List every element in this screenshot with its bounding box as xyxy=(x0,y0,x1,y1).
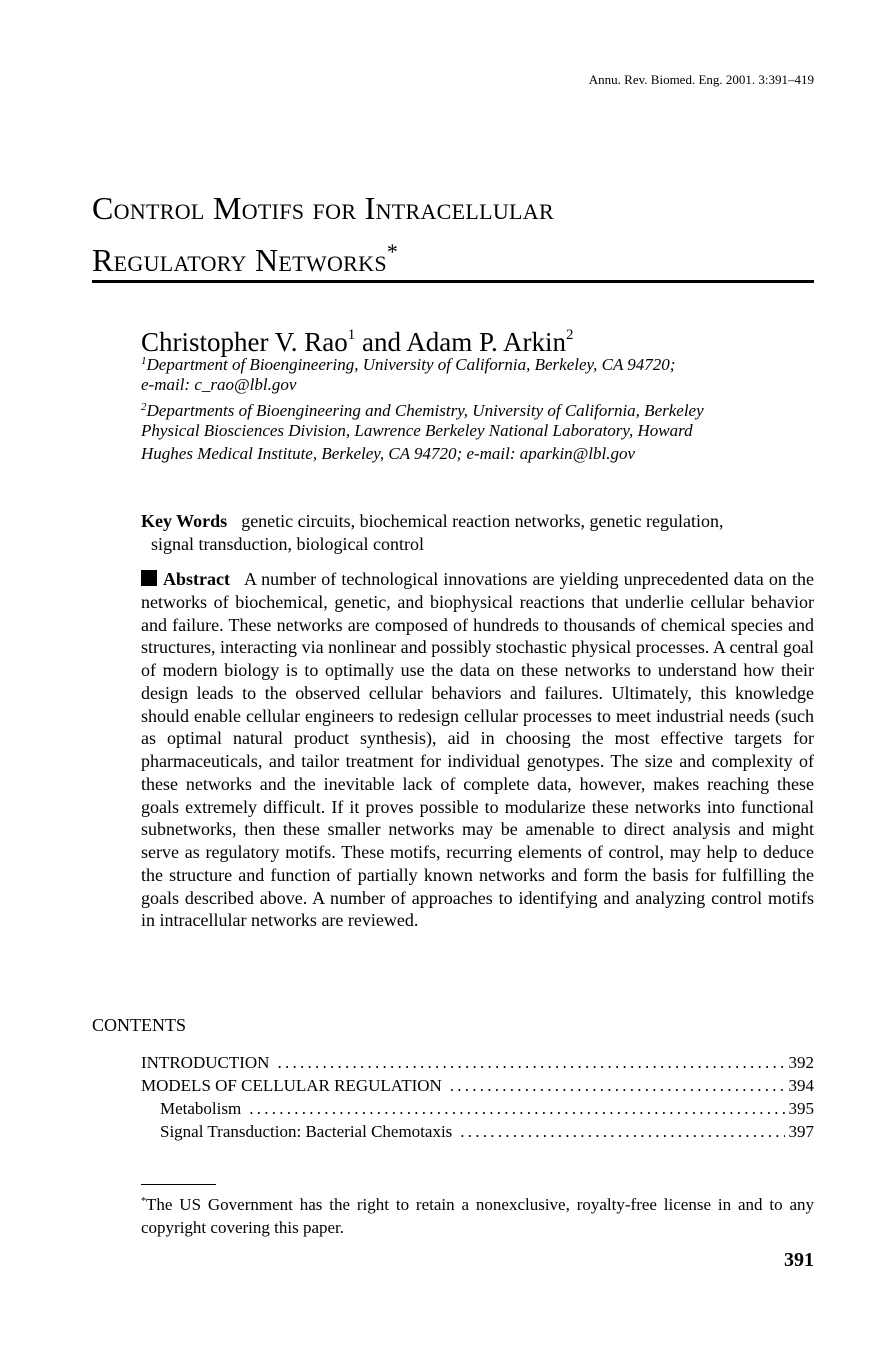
footnote-marker: * xyxy=(141,1196,146,1207)
title-line-2: Regulatory Networks xyxy=(92,242,387,278)
abstract-block xyxy=(141,568,814,932)
toc-leader-dots xyxy=(249,1097,784,1120)
journal-reference: Annu. Rev. Biomed. Eng. 2001. 3:391–419 xyxy=(588,72,814,87)
author-2-sup: 2 xyxy=(566,327,574,343)
toc-label: Metabolism xyxy=(160,1099,242,1118)
footnote-text: The US Government has the right to retain a nonexclusive, royalty-free license in and to any copyright covering this paper. xyxy=(141,1195,814,1237)
toc-entry-signal-transduction[interactable] xyxy=(141,1120,814,1143)
keywords-label: Key Words xyxy=(141,511,228,531)
toc-entry-models[interactable] xyxy=(141,1074,814,1097)
footnote-rule xyxy=(141,1184,216,1185)
keywords-block xyxy=(141,510,814,556)
toc-page: 397 xyxy=(788,1122,814,1141)
toc-page: 394 xyxy=(788,1076,814,1095)
toc-label: INTRODUCTION xyxy=(141,1053,270,1072)
article-title xyxy=(92,186,814,282)
contents-heading: CONTENTS xyxy=(92,1015,186,1035)
abstract-label: Abstract xyxy=(163,569,230,589)
square-bullet-icon xyxy=(141,570,157,586)
affiliation-2-sup: 2 xyxy=(141,401,147,413)
title-rule xyxy=(92,280,814,283)
title-footnote-marker: * xyxy=(386,239,399,264)
affiliation-2-line-3: Hughes Medical Institute, Berkeley, CA 94720; e-mail: aparkin@lbl.gov xyxy=(141,444,636,463)
author-1: Christopher V. Rao xyxy=(141,327,348,357)
toc-leader-dots xyxy=(277,1051,784,1074)
title-line-1: Control Motifs for Intracellular xyxy=(92,190,554,226)
author-connector: and xyxy=(362,327,401,357)
toc-label: MODELS OF CELLULAR REGULATION xyxy=(141,1076,442,1095)
affiliation-1-email: e-mail: c_rao@lbl.gov xyxy=(141,375,297,394)
keywords-line-2: signal transduction, biological control xyxy=(151,534,424,554)
affiliation-2-text: Departments of Bioengineering and Chemistry, University of California, Berkeley xyxy=(146,401,704,420)
toc-page: 395 xyxy=(788,1099,814,1118)
toc-label: Signal Transduction: Bacterial Chemotaxis xyxy=(160,1122,453,1141)
page-number: 391 xyxy=(784,1249,814,1271)
author-1-sup: 1 xyxy=(347,327,356,343)
toc-entry-metabolism[interactable] xyxy=(141,1097,814,1120)
toc-leader-dots xyxy=(460,1120,784,1143)
table-of-contents xyxy=(141,1051,814,1143)
toc-leader-dots xyxy=(450,1074,785,1097)
affiliation-2-line-2: Physical Biosciences Division, Lawrence Berkeley National Laboratory, Howard xyxy=(141,421,693,440)
toc-entry-introduction[interactable] xyxy=(141,1051,814,1074)
affiliation-1-text: Department of Bioengineering, University of California, Berkeley, CA 94720; xyxy=(146,355,676,374)
abstract-text: A number of technological innovations are yielding unprecedented data on the networks of biochemical, genetic, and biophysical reactions that underlie cellular behavior and failure. These networks are composed of hundreds to thousands of chemical species and structures, interacting via nonlinear and possibly stochastic physical processes. A central goal of modern biology is to optimally use the data on these networks to understand how their design leads to the observed cellular behaviors and failures. Ultimately, this knowledge should enable cellular engineers to redesign cellular processes to meet industrial needs (such as optimal natural product synthesis), aid in choosing the most effective targets for pharmaceuticals, and tailor treatment for individual genotypes. The size and complexity of these networks and the inevitable lack of complete data, however, makes reaching these goals extremely difficult. If it proves possible to modularize these networks into functional subnetworks, then these smaller networks may be amenable to direct analysis and might serve as regulatory motifs. These motifs, recurring elements of control, may help to deduce the structure and function of partially known networks and form the basis for fulfilling the goals described above. A number of approaches to identifying and analyzing control motifs in intracellular networks are reviewed. xyxy=(141,569,814,931)
author-2: Adam P. Arkin xyxy=(406,327,567,357)
keywords-line-1: genetic circuits, biochemical reaction networks, genetic regulation, xyxy=(241,511,724,531)
toc-page: 392 xyxy=(788,1053,814,1072)
footnote xyxy=(141,1190,814,1239)
affiliation-1-sup: 1 xyxy=(141,355,147,367)
